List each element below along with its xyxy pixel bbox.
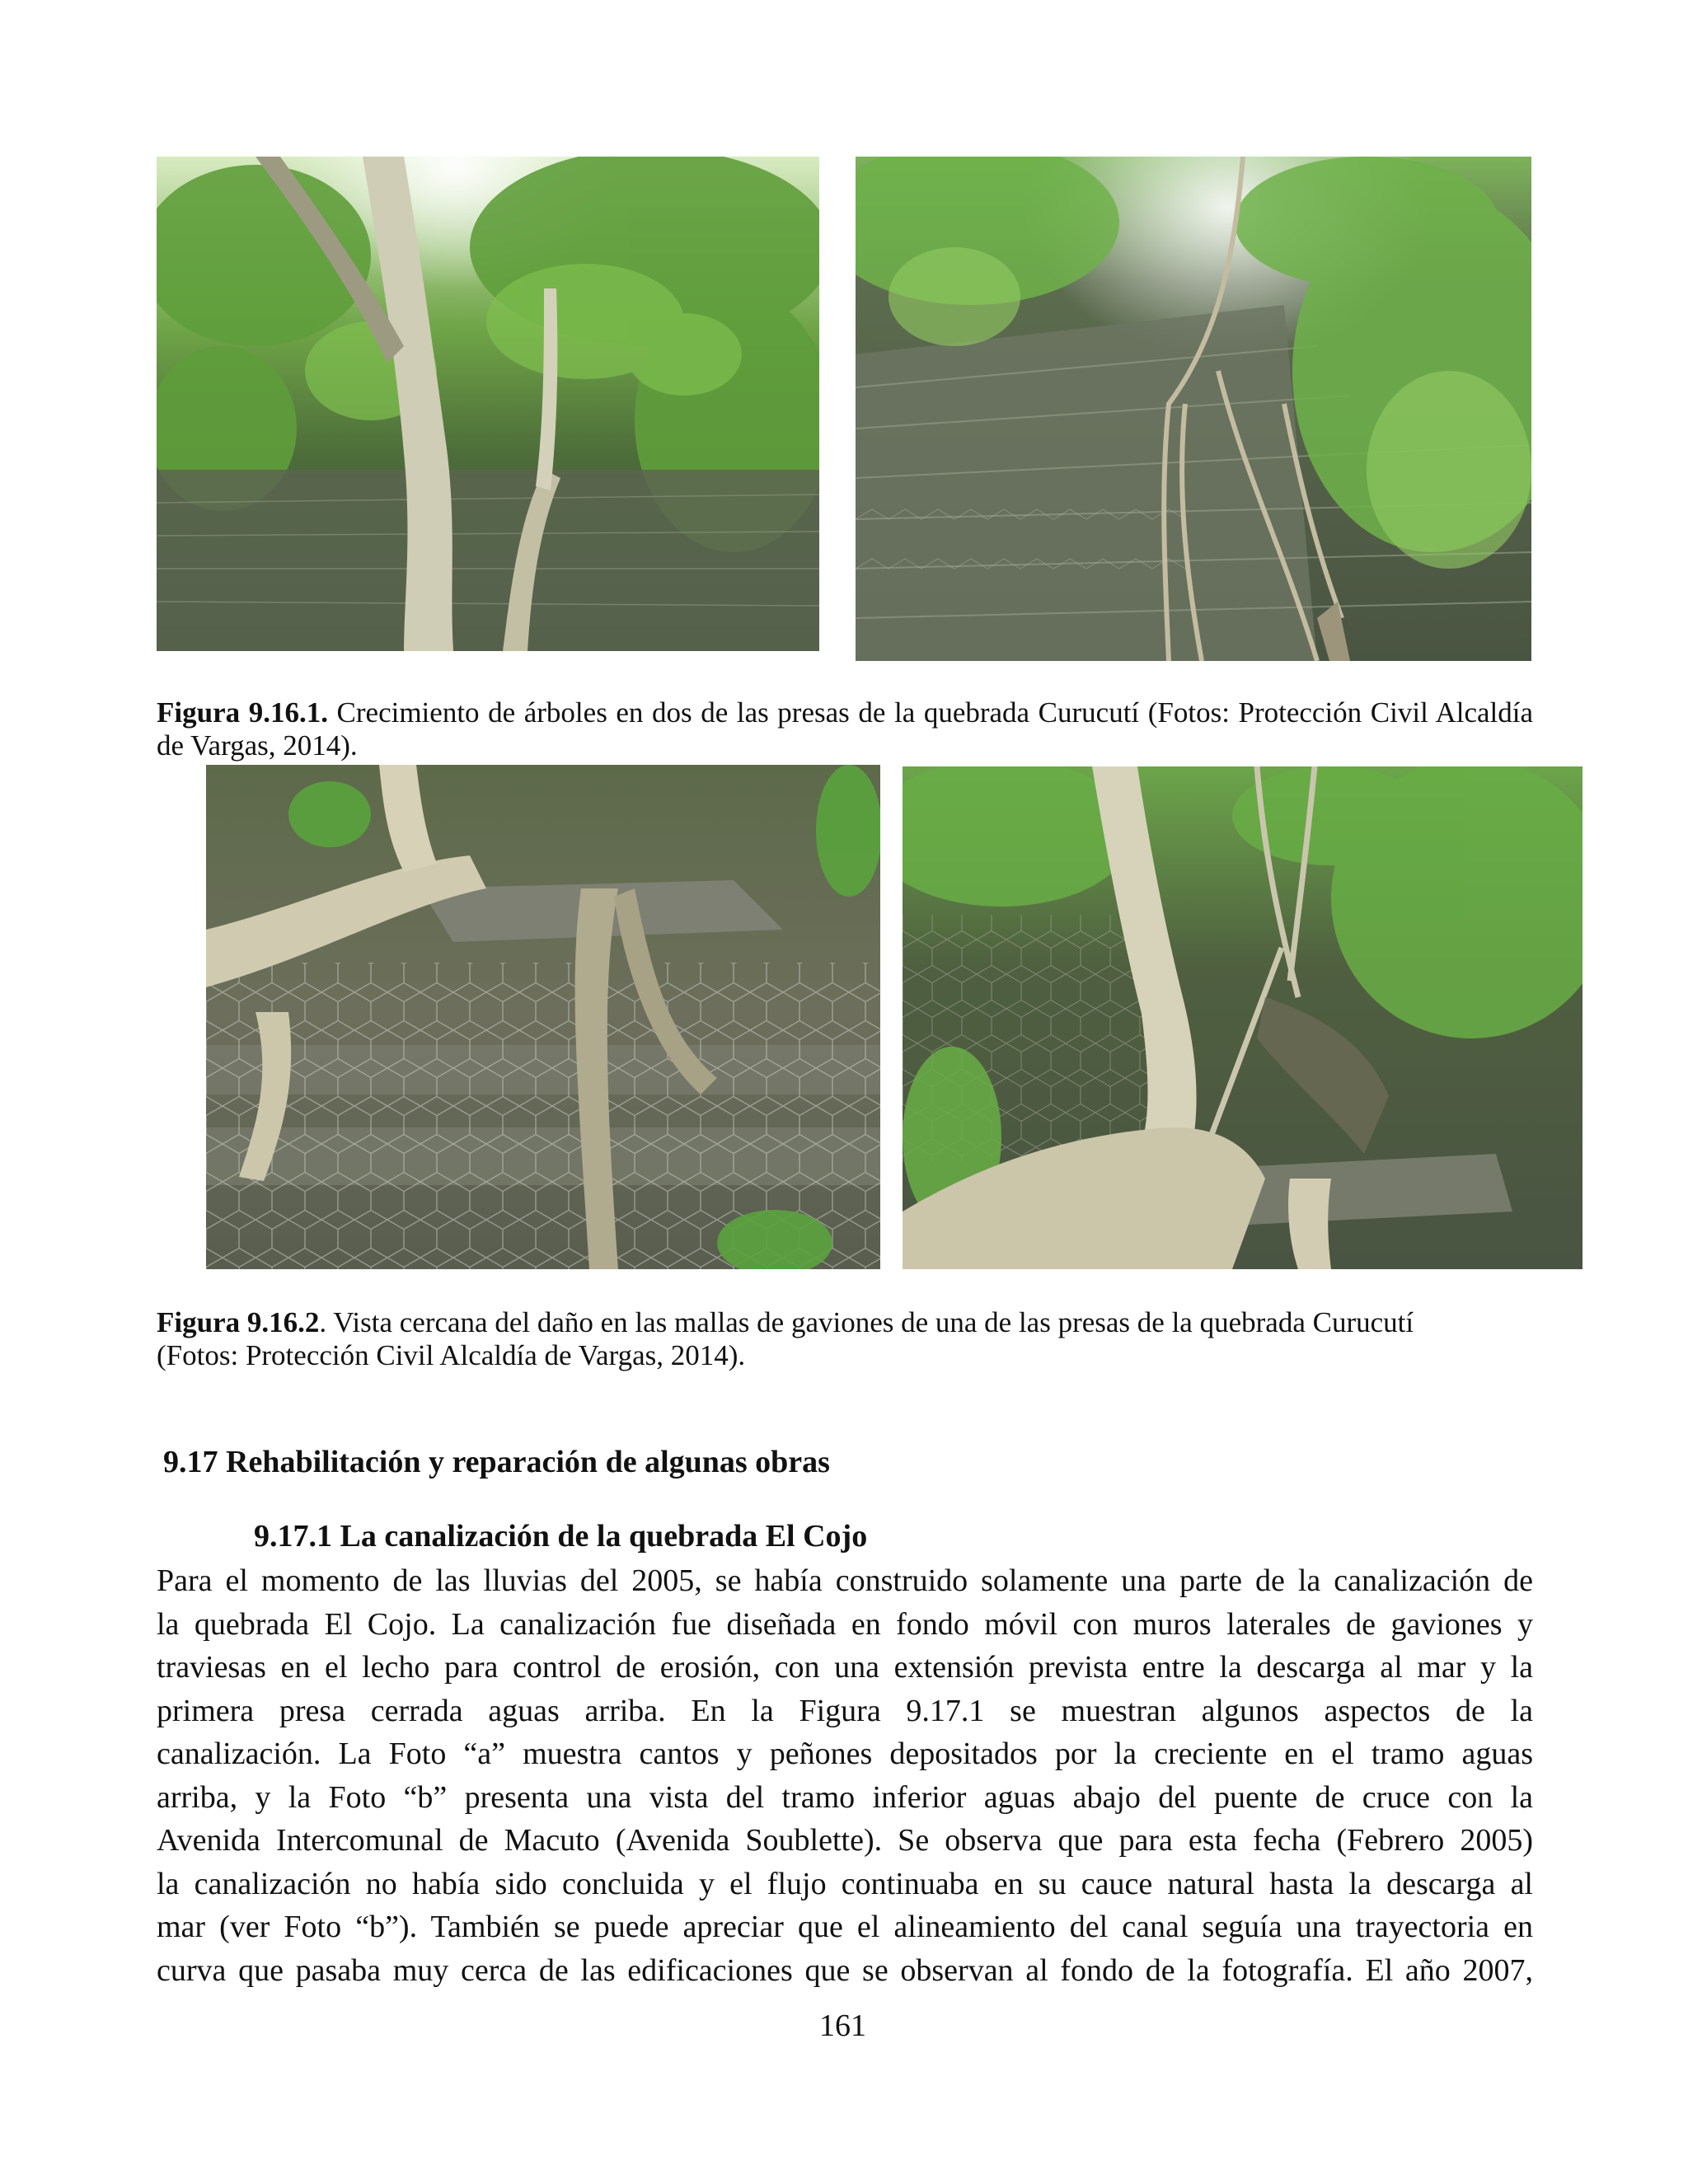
photo-tree-on-dam-2 <box>856 157 1531 661</box>
photo-tree-on-dam-2-image <box>856 157 1531 661</box>
photo-tree-on-dam-1 <box>157 157 819 651</box>
figure-9-16-2-caption <box>157 1306 1475 1372</box>
photo-roots-gabion-mesh-2 <box>903 766 1582 1269</box>
paragraph-line: Para el momento de las lluvias del 2005, se había construido solamente una parte de la canalización de <box>157 1563 1533 1598</box>
photo-roots-gabion-mesh-2-image <box>903 766 1582 1269</box>
paragraph-line: canalización. La Foto “a” muestra cantos y peñones depositados por la creciente en el tramo aguas <box>157 1736 1533 1771</box>
paragraph-line: arriba, y la Foto “b” presenta una vista del tramo inferior aguas abajo del puente de cruce con la <box>157 1779 1533 1815</box>
section-heading: 9.17 Rehabilitación y reparación de algunas obras <box>163 1445 830 1479</box>
paragraph-line: traviesas en el lecho para control de erosión, con una extensión prevista entre la descarga al mar y la <box>157 1650 1533 1685</box>
figure-9-16-2-label: Figura 9.16.2 <box>157 1306 320 1338</box>
figure-9-16-1-caption <box>157 696 1533 762</box>
paragraph-line: primera presa cerrada aguas arriba. En la Figura 9.17.1 se muestran algunos aspectos de la <box>157 1693 1533 1728</box>
figure-9-16-1-label: Figura 9.16.1. <box>157 696 328 729</box>
photo-tree-on-dam-1-image <box>157 157 819 651</box>
photo-roots-gabion-mesh-1-image <box>206 765 880 1269</box>
paragraph-line: la canalización no había sido concluida y el flujo continuaba en su cauce natural hasta la descarga al <box>157 1866 1533 1901</box>
paragraph-line: la quebrada El Cojo. La canalización fue diseñada en fondo móvil con muros laterales de gaviones y <box>157 1606 1533 1642</box>
paragraph-line: mar (ver Foto “b”). También se puede apreciar que el alineamiento del canal seguía una trayectoria en <box>157 1910 1533 1944</box>
photo-roots-gabion-mesh-1 <box>206 765 880 1269</box>
figure-9-16-1-text: Crecimiento de árboles en dos de las presas de la quebrada Curucutí (Fotos: Protección Civil Alcaldía de Vargas, 2014). <box>157 696 1533 762</box>
paragraph-line: Avenida Intercomunal de Macuto (Avenida Soublette). Se observa que para esta fecha (Febrero 2005) <box>157 1823 1533 1858</box>
subsection-heading: 9.17.1 La canalización de la quebrada El Cojo <box>254 1519 868 1554</box>
page-number: 161 <box>819 2008 866 2043</box>
figure-9-16-2-text: . Vista cercana del daño en las mallas de gaviones de una de las presas de la quebrada Curucutí (Fotos: Protección Civil Alcaldía de Vargas, 2014). <box>157 1306 1414 1371</box>
paragraph-line: curva que pasaba muy cerca de las edificaciones que se observan al fondo de la fotografía. El año 2007, <box>157 1952 1533 1988</box>
body-paragraph <box>157 1559 1533 1992</box>
